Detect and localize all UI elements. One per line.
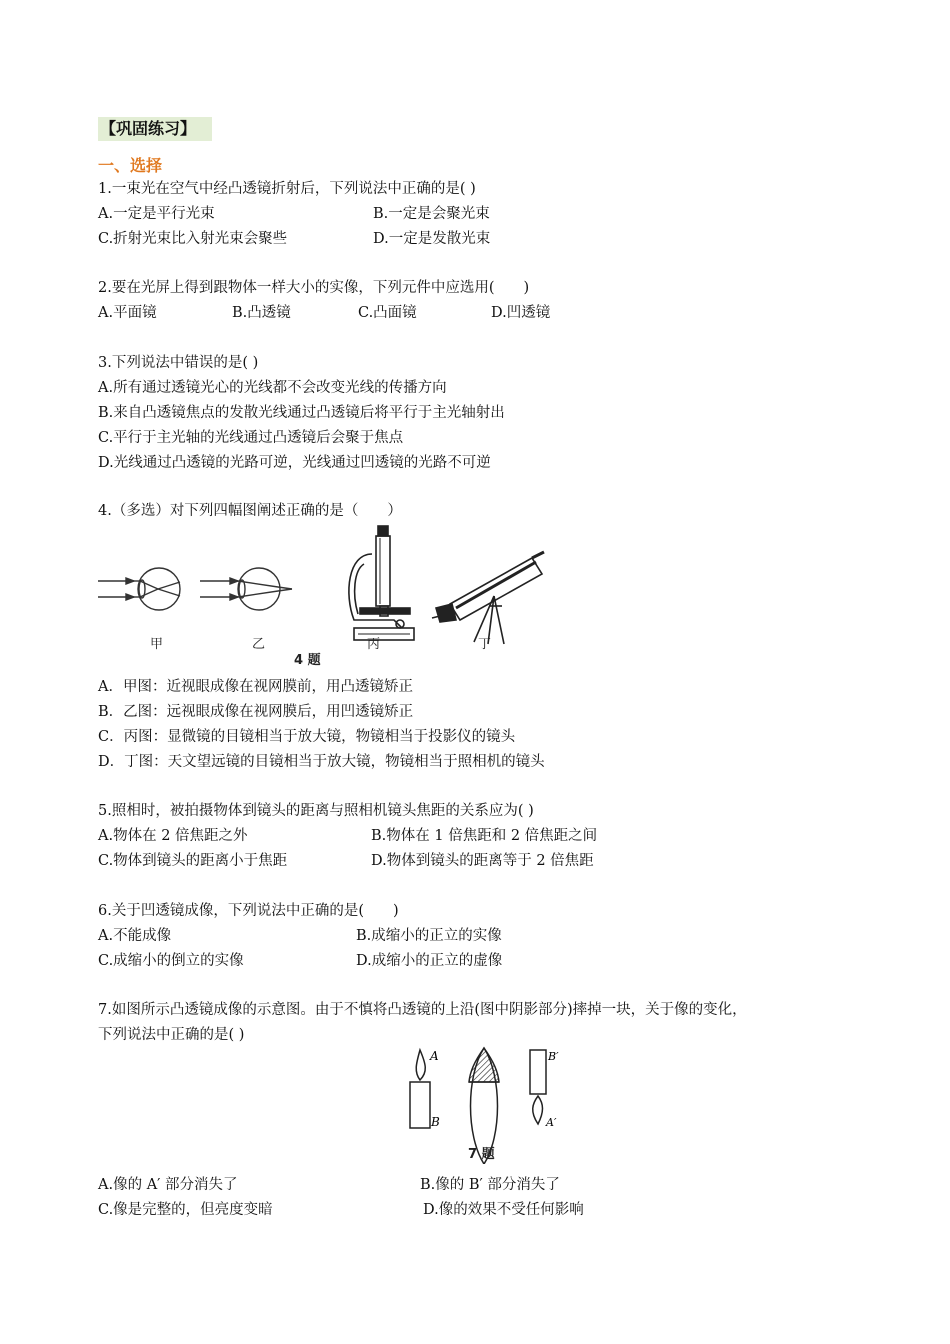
question-stem: 6.关于凹透镜成像，下列说法中正确的是( ) [98, 903, 399, 919]
label-a: A [430, 1049, 439, 1063]
figure-label-jia: 甲 [150, 637, 164, 652]
option-c: C.凸面镜 [358, 305, 417, 321]
figure-label-bing: 丙 [367, 637, 381, 652]
option-b: B.凸透镜 [232, 305, 291, 321]
option-d: D.一定是发散光束 [373, 231, 491, 247]
option-c: C.平行于主光轴的光线通过凸透镜后会聚于焦点 [98, 430, 404, 446]
option-b: B.成缩小的正立的实像 [356, 928, 502, 944]
question-6 [98, 899, 878, 974]
option-row [98, 301, 878, 326]
option-c: C.像是完整的，但亮度变暗 [98, 1202, 273, 1218]
figure-q7 [400, 1046, 580, 1164]
option-b: B.像的 B′ 部分消失了 [420, 1177, 560, 1193]
question-1 [98, 177, 878, 252]
question-4-stem [98, 499, 878, 524]
question-stem: 2.要在光屏上得到跟物体一样大小的实像，下列元件中应选用( ) [98, 280, 530, 296]
option-a: A.所有通过透镜光心的光线都不会改变光线的传播方向 [98, 380, 447, 396]
option-row [98, 849, 878, 874]
option-c: C.成缩小的倒立的实像 [98, 953, 244, 969]
question-7 [98, 998, 878, 1048]
option-row [98, 1173, 878, 1198]
option-b: B.物体在 1 倍焦距和 2 倍焦距之间 [371, 828, 598, 844]
option-d: D．丁图：天文望远镜的目镜相当于放大镜，物镜相当于照相机的镜头 [98, 754, 545, 770]
option-a: A．甲图：近视眼成像在视网膜前，用凸透镜矫正 [98, 679, 413, 695]
candle-object [410, 1050, 430, 1128]
option-row [98, 227, 878, 252]
option-c: C．丙图：显微镜的目镜相当于放大镜，物镜相当于投影仪的镜头 [98, 729, 516, 745]
option-d: D.凹透镜 [491, 305, 551, 321]
figure-q4 [96, 524, 556, 669]
option-a: A.物体在 2 倍焦距之外 [98, 828, 248, 844]
figure-label-ding: 丁 [478, 637, 492, 652]
question-4-options [98, 675, 878, 775]
section-title: 【巩固练习】 [98, 117, 212, 141]
option-row [98, 949, 878, 974]
label-b-prime: B′ [548, 1050, 559, 1063]
question-stem-line1: 7.如图所示凸透镜成像的示意图。由于不慎将凸透镜的上沿(图中阴影部分)摔掉一块，关于像的变化， [98, 1002, 747, 1018]
question-stem: 3.下列说法中错误的是( ) [98, 355, 259, 371]
question-stem-line2: 下列说法中正确的是( ) [98, 1027, 245, 1043]
option-d: D.物体到镜头的距离等于 2 倍焦距 [371, 853, 594, 869]
option-row [98, 1198, 878, 1223]
label-a-prime: A′ [546, 1116, 557, 1129]
option-a: A.平面镜 [98, 305, 157, 321]
question-stem: 5.照相时，被拍摄物体到镜头的距离与照相机镜头焦距的关系应为( ) [98, 803, 534, 819]
option-b: B.来自凸透镜焦点的发散光线通过凸透镜后将平行于主光轴射出 [98, 405, 505, 421]
figure-label-yi: 乙 [252, 637, 266, 652]
question-3 [98, 351, 878, 476]
question-5 [98, 799, 878, 874]
option-a: A.不能成像 [98, 928, 172, 944]
telescope-illustration [432, 552, 544, 644]
inverted-image [530, 1050, 546, 1124]
option-d: D.光线通过凸透镜的光路可逆，光线通过凹透镜的光路不可逆 [98, 455, 491, 471]
option-d: D.成缩小的正立的虚像 [356, 953, 503, 969]
option-b: B.一定是会聚光束 [373, 206, 490, 222]
subsection-heading: 一、选择 [98, 156, 163, 175]
option-a: A.像的 A′ 部分消失了 [98, 1177, 238, 1193]
question-stem: 1.一束光在空气中经凸透镜折射后，下列说法中正确的是( ) [98, 181, 476, 197]
option-b: B．乙图：远视眼成像在视网膜后，用凹透镜矫正 [98, 704, 414, 720]
label-b: B [431, 1115, 440, 1129]
eye-diagram-yi [200, 568, 292, 610]
option-c: C.折射光束比入射光束会聚些 [98, 231, 288, 247]
question-2 [98, 276, 878, 326]
option-row [98, 202, 878, 227]
option-d: D.像的效果不受任何影响 [423, 1202, 584, 1218]
question-stem: 4.（多选）对下列四幅图阐述正确的是（ ） [98, 503, 402, 519]
option-a: A.一定是平行光束 [98, 206, 215, 222]
figure-caption: 7 题 [468, 1147, 495, 1162]
figure-caption: 4 题 [294, 653, 321, 668]
microscope-illustration [349, 526, 414, 640]
option-row [98, 924, 878, 949]
eye-diagram-jia [98, 568, 180, 610]
option-row [98, 824, 878, 849]
option-c: C.物体到镜头的距离小于焦距 [98, 853, 288, 869]
question-7-options [98, 1173, 878, 1223]
